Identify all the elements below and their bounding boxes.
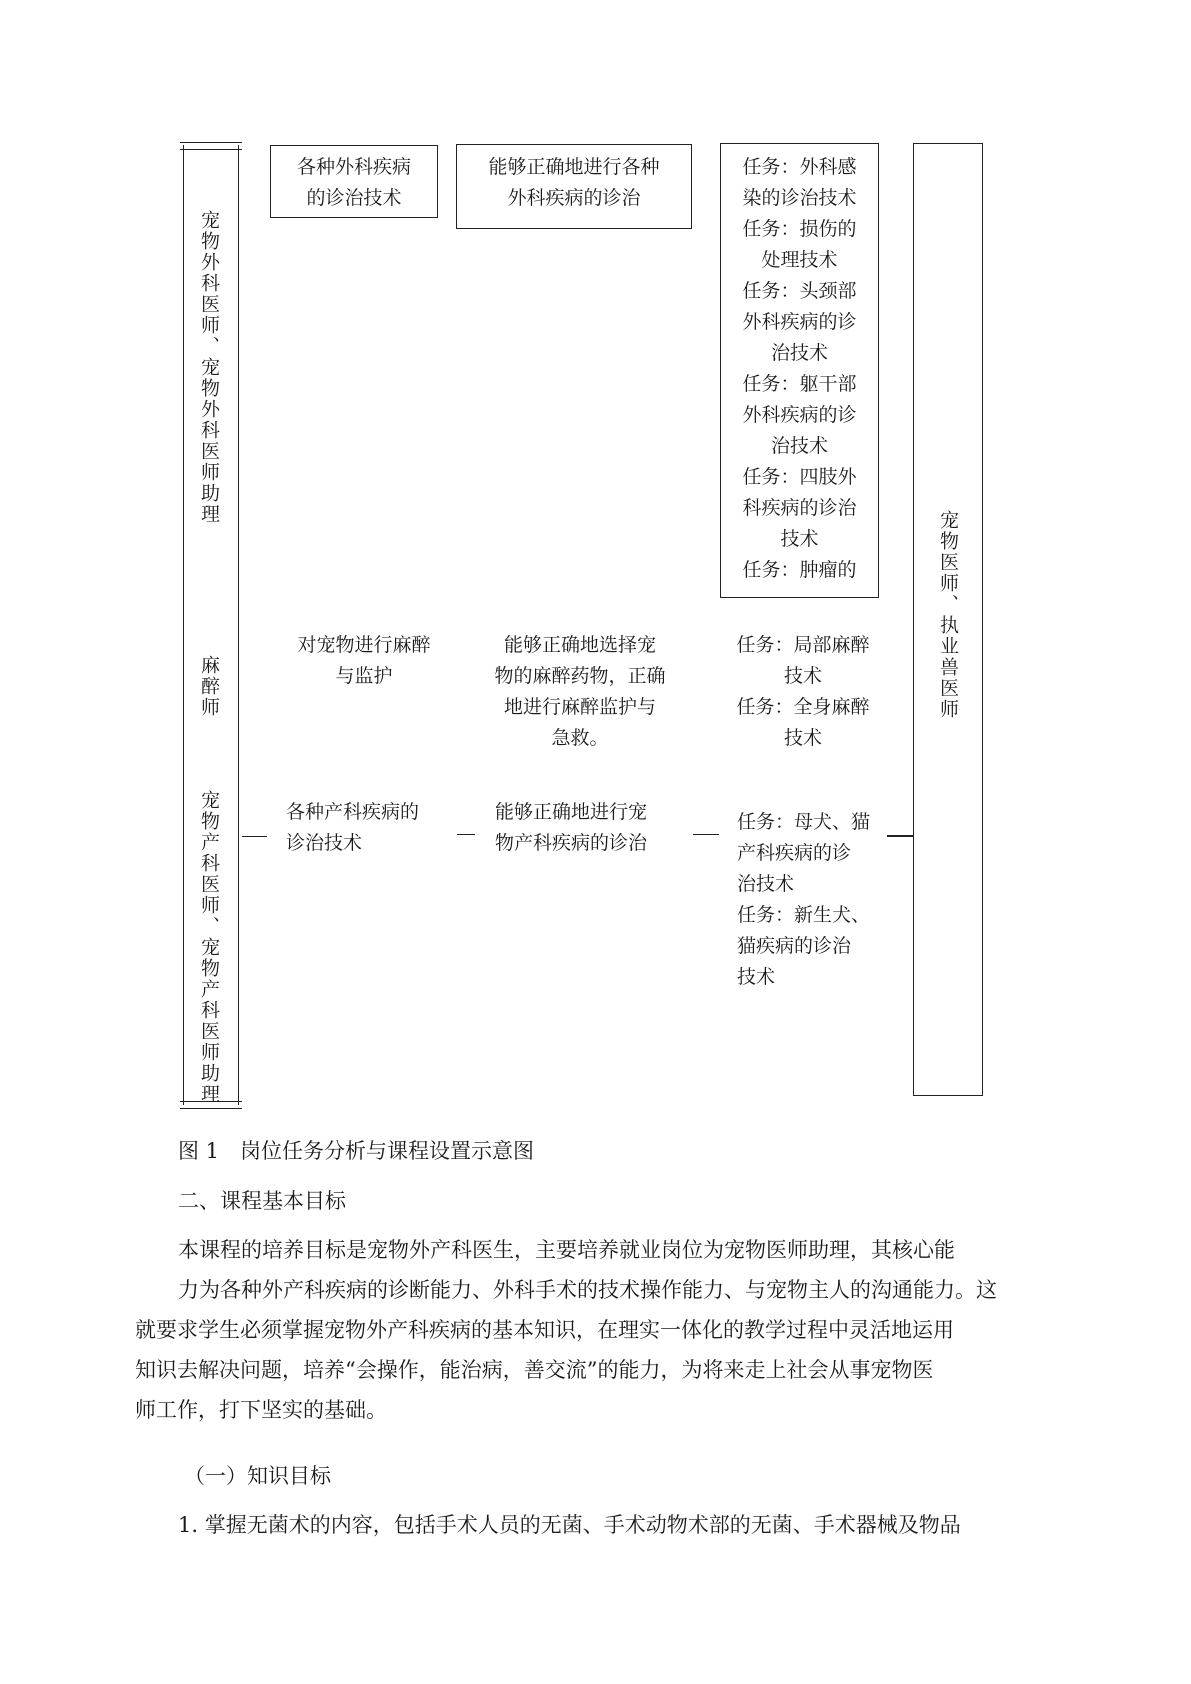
role-surgical-vet: 宠物外科医师、宠物外科医师助理	[198, 210, 220, 525]
course-tasks-anesthesia: 任务：局部麻醉 技术 任务：全身麻醉 技术	[736, 634, 870, 749]
connector-line-3	[693, 834, 719, 835]
paragraph-line: 就要求学生必须掌握宠物外产科疾病的基本知识，在理实一体化的教学过程中灵活地运用	[135, 1318, 954, 1342]
roles-top-bar-2	[180, 149, 242, 150]
course-tasks-obstetric: 任务：母犬、猫 产科疾病的诊 治技术 任务：新生犬、 猫疾病的诊治 技术	[737, 811, 871, 988]
paragraph-line: 本课程的培养目标是宠物外产科医生，主要培养就业岗位为宠物医师助理，其核心能	[178, 1238, 955, 1262]
connector-line-2	[457, 834, 475, 835]
knowledge-item-1: 1. 掌握无菌术的内容，包括手术人员的无菌、手术动物术部的无菌、手术器械及物品	[178, 1513, 961, 1537]
course-tasks-surgical: 任务：外科感 染的诊治技术 任务：损伤的 处理技术 任务：头颈部 外科疾病的诊 治技术 任务：躯干部 外科疾病的诊 治技术 任务：四肢外 科疾病的诊治 技术 任务：肿瘤的	[742, 156, 857, 581]
roles-top-bar	[180, 142, 242, 143]
work-task-obstetric: 各种产科疾病的 诊治技术	[286, 801, 420, 854]
sub-heading: （一）知识目标	[184, 1464, 331, 1488]
figure-caption: 图 1 岗位任务分析与课程设置示意图	[178, 1139, 535, 1163]
connector-line-4	[887, 835, 913, 837]
paragraph-line: 力为各种外产科疾病的诊断能力、外科手术的技术操作能力、与宠物主人的沟通能力。这	[178, 1278, 997, 1302]
section-heading: 二、课程基本目标	[178, 1189, 346, 1213]
paragraph-line: 知识去解决问题，培养“会操作，能治病，善交流”的能力，为将来走上社会从事宠物医	[135, 1358, 934, 1382]
work-task-anesthesia: 对宠物进行麻醉 与监护	[297, 634, 431, 687]
ability-obstetric: 能够正确地进行宠 物产科疾病的诊治	[495, 801, 648, 854]
paragraph-line: 师工作，打下坚实的基础。	[135, 1398, 387, 1422]
connector-line-1	[242, 836, 267, 837]
ability-anesthesia: 能够正确地选择宠 物的麻醉药物，正确 地进行麻醉监护与 急救。	[494, 634, 666, 749]
roles-bottom-bar-2	[180, 1108, 242, 1109]
role-anesthetist: 麻醉师	[198, 655, 220, 718]
role-obstetric-vet: 宠物产科医师、宠物产科医师助理	[198, 790, 220, 1105]
target-job-label: 宠物医师、执业兽医师	[937, 510, 959, 720]
body-paragraph	[135, 1230, 1068, 1430]
work-task-surgical: 各种外科疾病 的诊治技术	[296, 156, 411, 209]
ability-surgical: 能够正确地进行各种 外科疾病的诊治	[488, 156, 660, 209]
